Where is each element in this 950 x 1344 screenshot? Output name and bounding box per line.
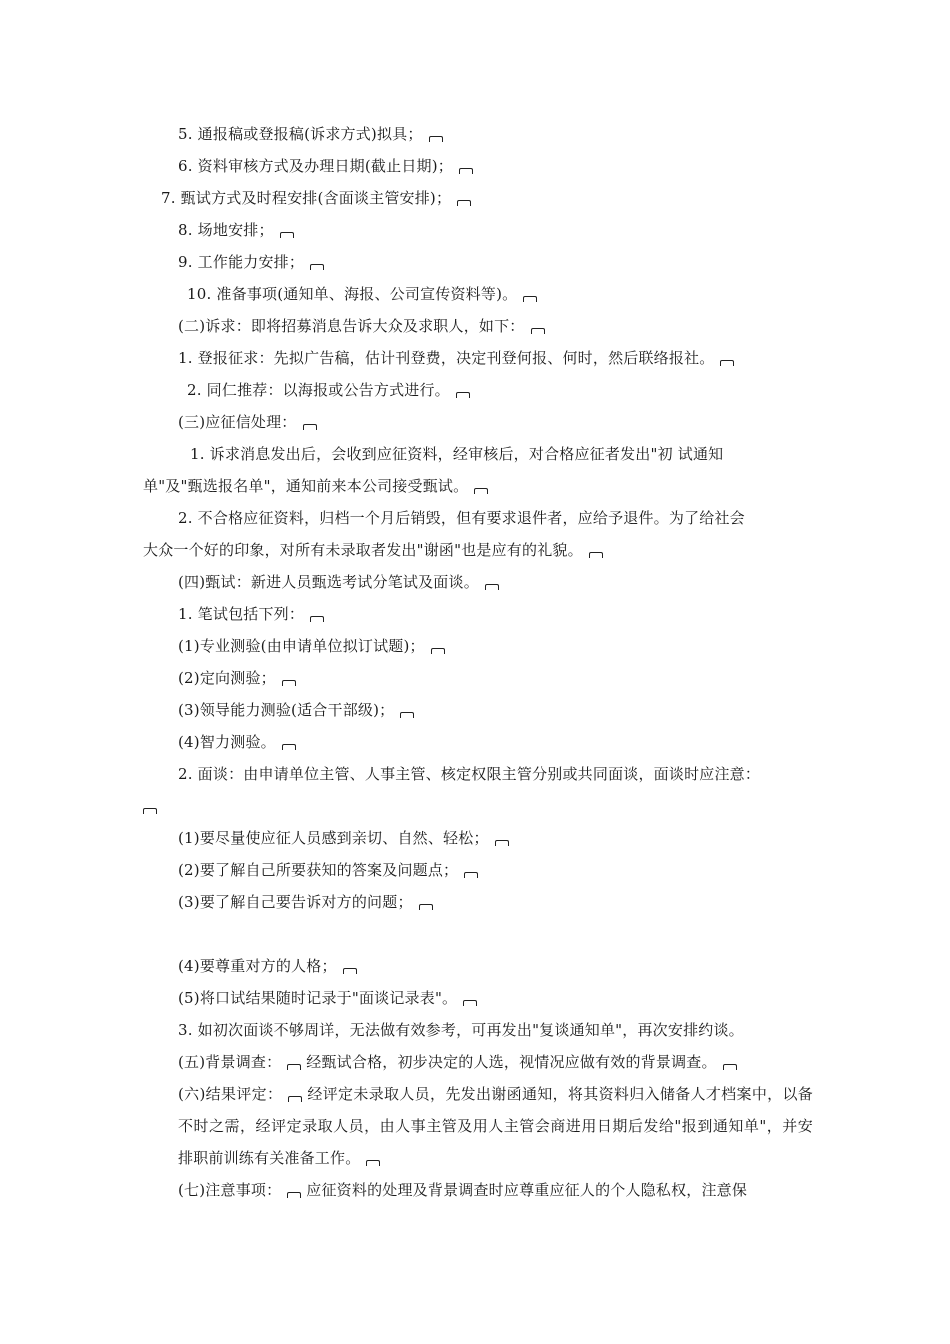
item-9: 9. 工作能力安排；: [178, 252, 324, 272]
paragraph-mark-icon: [589, 552, 603, 558]
paragraph-mark-icon: [287, 1192, 301, 1198]
section-7: (七)注意事项： 应征资料的处理及背景调查时应尊重应征人的个人隐私权，注意保: [178, 1181, 748, 1199]
paragraph-mark-icon: [343, 968, 357, 974]
test-1: (1)专业测验(由申请单位拟订试题)；: [178, 636, 445, 656]
paragraph-mark-icon: [282, 744, 296, 750]
paragraph-mark-icon: [282, 680, 296, 686]
paragraph-mark-icon: [280, 232, 294, 238]
paragraph-mark-icon: [419, 904, 433, 910]
interview-5: (5)将口试结果随时记录于"面谈记录表"。: [178, 988, 477, 1008]
paragraph-mark-icon: [288, 1096, 302, 1102]
interview-1: (1)要尽量使应征人员感到亲切、自然、轻松；: [178, 828, 509, 848]
section-4-item-3: 3. 如初次面谈不够周详，无法做有效参考，可再发出"复谈通知单"，再次安排约谈。: [178, 1021, 744, 1039]
section-3-item-2-line2: 大众一个好的印象，对所有未录取者发出"谢函"也是应有的礼貌。: [143, 540, 603, 560]
test-3: (3)领导能力测验(适合干部级)；: [178, 700, 414, 720]
paragraph-mark-icon: [303, 424, 317, 430]
paragraph-mark-icon: [431, 648, 445, 654]
section-3-item-2-line1: 2. 不合格应征资料，归档一个月后销毁，但有要求退件者，应给予退件。为了给社会: [178, 509, 745, 527]
item-7: 7. 甄试方式及时程安排(含面谈主管安排)；: [161, 188, 471, 208]
section-4-item-2-wrap: [137, 796, 157, 816]
paragraph-mark-icon: [464, 872, 478, 878]
section-4-item-1: 1. 笔试包括下列：: [178, 604, 324, 624]
interview-4: (4)要尊重对方的人格；: [178, 956, 357, 976]
paragraph-mark-icon: [143, 808, 157, 814]
paragraph-mark-icon: [310, 264, 324, 270]
test-2: (2)定向测验；: [178, 668, 296, 688]
paragraph-mark-icon: [495, 840, 509, 846]
paragraph-mark-icon: [463, 1000, 477, 1006]
paragraph-mark-icon: [456, 392, 470, 398]
section-3-heading: (三)应征信处理：: [178, 412, 317, 432]
paragraph-mark-icon: [723, 1064, 737, 1070]
paragraph-mark-icon: [523, 296, 537, 302]
interview-3: (3)要了解自己要告诉对方的问题；: [178, 892, 433, 912]
paragraph-mark-icon: [429, 136, 443, 142]
item-6: 6. 资料审核方式及办理日期(截止日期)；: [178, 156, 473, 176]
paragraph-mark-icon: [457, 200, 471, 206]
section-4-item-2: 2. 面谈：由申请单位主管、人事主管、核定权限主管分别或共同面谈，面谈时应注意：: [178, 765, 761, 783]
paragraph-mark-icon: [287, 1064, 301, 1070]
section-2-item-2: 2. 同仁推荐：以海报或公告方式进行。: [187, 380, 470, 400]
section-6-paragraph: (六)结果评定： 经评定未录取人员，先发出谢函通知，将其资料归入储备人才档案中，以备不时之需，经评定录取人员，由人事主管及用人主管会商进用日期后发给"报到通知单"，并安排职前训练有关准备工作。: [178, 1085, 813, 1167]
section-4-heading: (四)甄试：新进人员甄选考试分笔试及面谈。: [178, 572, 499, 592]
interview-2: (2)要了解自己所要获知的答案及问题点；: [178, 860, 478, 880]
paragraph-mark-icon: [459, 168, 473, 174]
paragraph-mark-icon: [474, 488, 488, 494]
paragraph-mark-icon: [485, 584, 499, 590]
item-8: 8. 场地安排；: [178, 220, 294, 240]
item-10: 10. 准备事项(通知单、海报、公司宣传资料等)。: [187, 284, 537, 304]
item-5: 5. 通报稿或登报稿(诉求方式)拟具；: [178, 124, 443, 144]
section-3-item-1-line1: 1. 诉求消息发出后，会收到应征资料，经审核后，对合格应征者发出"初 试通知: [190, 445, 724, 463]
paragraph-mark-icon: [310, 616, 324, 622]
section-2-heading: (二)诉求：即将招募消息告诉大众及求职人，如下：: [178, 316, 545, 336]
section-2-item-1: 1. 登报征求：先拟广告稿，估计刊登费，决定刊登何报、何时，然后联络报社。: [178, 348, 734, 368]
test-4: (4)智力测验。: [178, 732, 296, 752]
paragraph-mark-icon: [531, 328, 545, 334]
paragraph-mark-icon: [400, 712, 414, 718]
section-5: (五)背景调查： 经甄试合格，初步决定的人选，视情况应做有效的背景调查。: [178, 1052, 737, 1072]
paragraph-mark-icon: [720, 360, 734, 366]
paragraph-mark-icon: [366, 1160, 380, 1166]
section-3-item-1-line2: 单"及"甄选报名单"，通知前来本公司接受甄试。: [143, 476, 488, 496]
